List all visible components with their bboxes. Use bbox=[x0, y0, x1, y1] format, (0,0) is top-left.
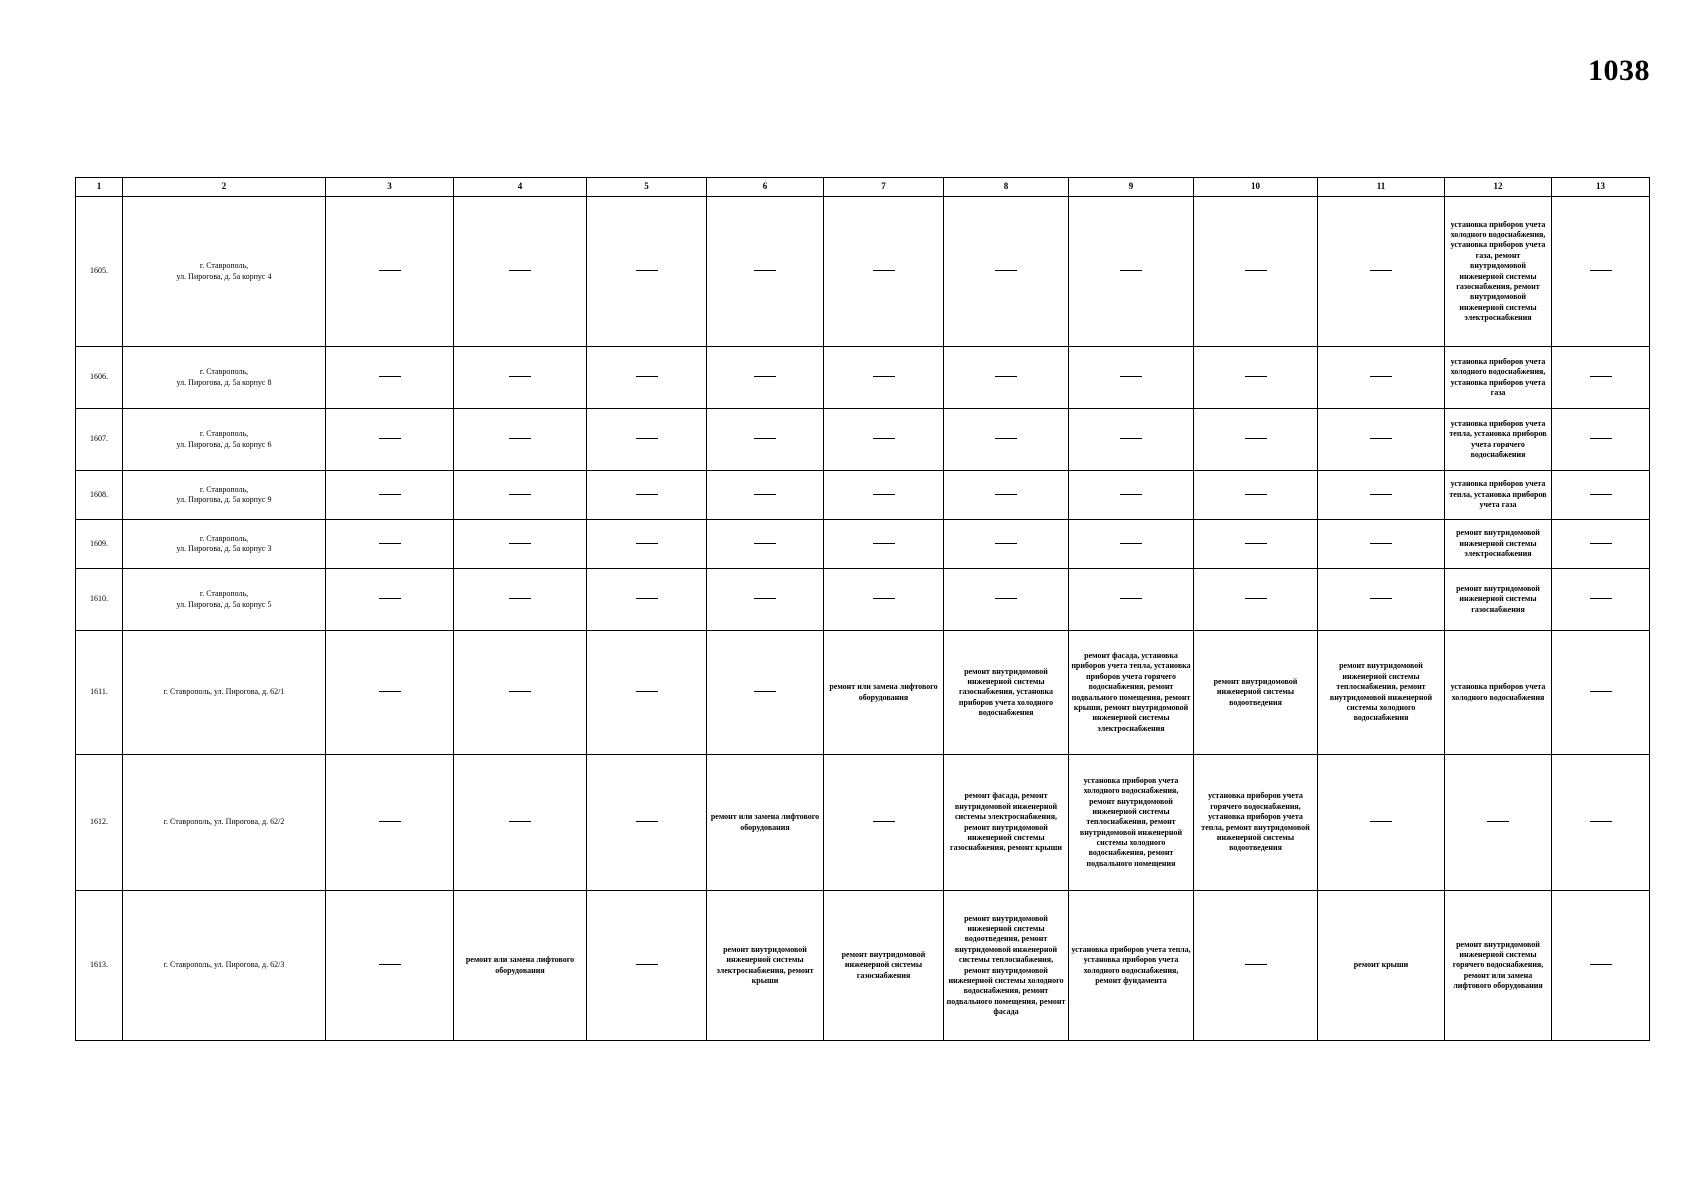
work-type-cell: ремонт или замена лифтового оборудования bbox=[707, 755, 824, 891]
empty-dash-cell bbox=[1069, 409, 1194, 471]
empty-dash-cell bbox=[1552, 569, 1650, 631]
empty-dash-cell bbox=[707, 569, 824, 631]
dash-mark bbox=[995, 438, 1017, 440]
empty-dash-cell bbox=[824, 755, 944, 891]
empty-dash-cell bbox=[944, 197, 1069, 347]
empty-dash-cell bbox=[1552, 471, 1650, 520]
empty-dash-cell bbox=[707, 409, 824, 471]
dash-mark bbox=[1120, 598, 1142, 600]
dash-mark bbox=[754, 270, 776, 272]
empty-dash-cell bbox=[1069, 347, 1194, 409]
table-row bbox=[76, 347, 1650, 409]
empty-dash-cell bbox=[1194, 569, 1318, 631]
dash-mark bbox=[995, 270, 1017, 272]
page-number: 1038 bbox=[1588, 54, 1650, 87]
address-cell: г. Ставрополь, ул. Пирогова, д. 5а корпус 3 bbox=[123, 520, 326, 569]
address-cell: г. Ставрополь, ул. Пирогова, д. 62/2 bbox=[123, 755, 326, 891]
work-type-cell: ремонт или замена лифтового оборудования bbox=[454, 891, 587, 1041]
dash-mark bbox=[379, 543, 401, 545]
dash-mark bbox=[1590, 270, 1612, 272]
dash-mark bbox=[509, 691, 531, 693]
column-header: 6 bbox=[707, 178, 824, 197]
dash-mark bbox=[1120, 376, 1142, 378]
empty-dash-cell bbox=[326, 409, 454, 471]
dash-mark bbox=[379, 494, 401, 496]
empty-dash-cell bbox=[1194, 409, 1318, 471]
dash-mark bbox=[1590, 691, 1612, 693]
empty-dash-cell bbox=[326, 891, 454, 1041]
work-type-cell: установка приборов учета холодного водоснабжения, установка приборов учета газа bbox=[1445, 347, 1552, 409]
dash-mark bbox=[1590, 494, 1612, 496]
empty-dash-cell bbox=[824, 520, 944, 569]
row-number: 1605. bbox=[76, 197, 123, 347]
dash-mark bbox=[509, 438, 531, 440]
dash-mark bbox=[379, 438, 401, 440]
row-number: 1609. bbox=[76, 520, 123, 569]
dash-mark bbox=[1370, 270, 1392, 272]
work-type-cell: ремонт внутридомовой инженерной системы газоснабжения bbox=[1445, 569, 1552, 631]
row-number: 1613. bbox=[76, 891, 123, 1041]
dash-mark bbox=[873, 543, 895, 545]
empty-dash-cell bbox=[1194, 891, 1318, 1041]
column-header: 13 bbox=[1552, 178, 1650, 197]
empty-dash-cell bbox=[707, 197, 824, 347]
dash-mark bbox=[1370, 543, 1392, 545]
header-row bbox=[76, 178, 1650, 197]
dash-mark bbox=[754, 494, 776, 496]
empty-dash-cell bbox=[944, 569, 1069, 631]
column-header: 2 bbox=[123, 178, 326, 197]
empty-dash-cell bbox=[587, 755, 707, 891]
work-type-cell: установка приборов учета тепла, установка приборов учета горячего водоснабжения bbox=[1445, 409, 1552, 471]
empty-dash-cell bbox=[326, 631, 454, 755]
empty-dash-cell bbox=[1318, 755, 1445, 891]
empty-dash-cell bbox=[454, 471, 587, 520]
row-number: 1606. bbox=[76, 347, 123, 409]
work-type-cell: ремонт или замена лифтового оборудования bbox=[824, 631, 944, 755]
dash-mark bbox=[509, 270, 531, 272]
work-type-cell: ремонт фасада, установка приборов учета тепла, установка приборов учета горячего водоснабжения, ремонт подвального помещения, ремонт крыши, ремонт внутридомовой инженерной системы электроснабжения bbox=[1069, 631, 1194, 755]
empty-dash-cell bbox=[454, 755, 587, 891]
table-row bbox=[76, 520, 1650, 569]
dash-mark bbox=[1370, 598, 1392, 600]
work-type-cell: ремонт внутридомовой инженерной системы газоснабжения, установка приборов учета холодного водоснабжения bbox=[944, 631, 1069, 755]
empty-dash-cell bbox=[824, 569, 944, 631]
dash-mark bbox=[754, 543, 776, 545]
empty-dash-cell bbox=[824, 471, 944, 520]
dash-mark bbox=[379, 598, 401, 600]
table-row bbox=[76, 755, 1650, 891]
work-type-cell: ремонт внутридомовой инженерной системы водоотведения bbox=[1194, 631, 1318, 755]
work-type-cell: ремонт внутридомовой инженерной системы газоснабжения bbox=[824, 891, 944, 1041]
table-row bbox=[76, 631, 1650, 755]
dash-mark bbox=[873, 376, 895, 378]
empty-dash-cell bbox=[454, 347, 587, 409]
dash-mark bbox=[636, 821, 658, 823]
dash-mark bbox=[636, 691, 658, 693]
work-type-cell: установка приборов учета холодного водоснабжения bbox=[1445, 631, 1552, 755]
dash-mark bbox=[1245, 543, 1267, 545]
dash-mark bbox=[636, 376, 658, 378]
empty-dash-cell bbox=[944, 409, 1069, 471]
empty-dash-cell bbox=[326, 471, 454, 520]
empty-dash-cell bbox=[1069, 520, 1194, 569]
dash-mark bbox=[873, 270, 895, 272]
column-header: 5 bbox=[587, 178, 707, 197]
empty-dash-cell bbox=[587, 471, 707, 520]
work-type-cell: установка приборов учета горячего водоснабжения, установка приборов учета тепла, ремонт внутридомовой инженерной системы водоотведения bbox=[1194, 755, 1318, 891]
empty-dash-cell bbox=[587, 409, 707, 471]
dash-mark bbox=[1120, 543, 1142, 545]
table-row bbox=[76, 569, 1650, 631]
row-number: 1608. bbox=[76, 471, 123, 520]
address-cell: г. Ставрополь, ул. Пирогова, д. 5а корпус 5 bbox=[123, 569, 326, 631]
empty-dash-cell bbox=[1318, 197, 1445, 347]
dash-mark bbox=[1487, 821, 1509, 823]
column-header: 9 bbox=[1069, 178, 1194, 197]
empty-dash-cell bbox=[1194, 347, 1318, 409]
work-type-cell: ремонт внутридомовой инженерной системы электроснабжения bbox=[1445, 520, 1552, 569]
work-type-cell: установка приборов учета холодного водоснабжения, установка приборов учета газа, ремонт внутридомовой инженерной системы газоснабжения, ремонт внутридомовой инженерной системы электроснабжения bbox=[1445, 197, 1552, 347]
dash-mark bbox=[995, 376, 1017, 378]
table-row bbox=[76, 409, 1650, 471]
dash-mark bbox=[636, 964, 658, 966]
empty-dash-cell bbox=[1069, 471, 1194, 520]
dash-mark bbox=[1370, 821, 1392, 823]
empty-dash-cell bbox=[1069, 197, 1194, 347]
dash-mark bbox=[379, 270, 401, 272]
column-header: 7 bbox=[824, 178, 944, 197]
work-type-cell: ремонт внутридомовой инженерной системы электроснабжения, ремонт крыши bbox=[707, 891, 824, 1041]
empty-dash-cell bbox=[454, 631, 587, 755]
column-header: 11 bbox=[1318, 178, 1445, 197]
column-header: 4 bbox=[454, 178, 587, 197]
empty-dash-cell bbox=[1194, 471, 1318, 520]
dash-mark bbox=[1245, 438, 1267, 440]
empty-dash-cell bbox=[1069, 569, 1194, 631]
dash-mark bbox=[509, 376, 531, 378]
work-type-cell: установка приборов учета тепла, установка приборов учета газа bbox=[1445, 471, 1552, 520]
dash-mark bbox=[509, 494, 531, 496]
address-cell: г. Ставрополь, ул. Пирогова, д. 5а корпус 9 bbox=[123, 471, 326, 520]
table-row bbox=[76, 471, 1650, 520]
dash-mark bbox=[1120, 270, 1142, 272]
dash-mark bbox=[636, 438, 658, 440]
empty-dash-cell bbox=[1318, 409, 1445, 471]
work-type-cell: ремонт внутридомовой инженерной системы теплоснабжения, ремонт внутридомовой инженерной системы холодного водоснабжения bbox=[1318, 631, 1445, 755]
empty-dash-cell bbox=[1318, 520, 1445, 569]
row-number: 1607. bbox=[76, 409, 123, 471]
dash-mark bbox=[1590, 821, 1612, 823]
empty-dash-cell bbox=[326, 197, 454, 347]
empty-dash-cell bbox=[944, 471, 1069, 520]
empty-dash-cell bbox=[1318, 569, 1445, 631]
work-type-cell: ремонт внутридомовой инженерной системы водоотведения, ремонт внутридомовой инженерной системы теплоснабжения, ремонт внутридомовой инженерной системы холодного водоснабжения, ремонт подвального помещения, ремонт фасада bbox=[944, 891, 1069, 1041]
row-number: 1611. bbox=[76, 631, 123, 755]
dash-mark bbox=[995, 494, 1017, 496]
dash-mark bbox=[754, 691, 776, 693]
dash-mark bbox=[1245, 270, 1267, 272]
empty-dash-cell bbox=[454, 520, 587, 569]
empty-dash-cell bbox=[1194, 520, 1318, 569]
dash-mark bbox=[1590, 438, 1612, 440]
empty-dash-cell bbox=[326, 347, 454, 409]
row-number: 1612. bbox=[76, 755, 123, 891]
empty-dash-cell bbox=[454, 569, 587, 631]
dash-mark bbox=[636, 543, 658, 545]
dash-mark bbox=[379, 376, 401, 378]
dash-mark bbox=[873, 821, 895, 823]
dash-mark bbox=[379, 691, 401, 693]
empty-dash-cell bbox=[587, 891, 707, 1041]
empty-dash-cell bbox=[587, 347, 707, 409]
empty-dash-cell bbox=[1552, 631, 1650, 755]
empty-dash-cell bbox=[824, 409, 944, 471]
dash-mark bbox=[636, 494, 658, 496]
dash-mark bbox=[1370, 376, 1392, 378]
dash-mark bbox=[1120, 438, 1142, 440]
empty-dash-cell bbox=[326, 520, 454, 569]
column-header: 1 bbox=[76, 178, 123, 197]
dash-mark bbox=[1590, 964, 1612, 966]
empty-dash-cell bbox=[707, 347, 824, 409]
empty-dash-cell bbox=[944, 520, 1069, 569]
repair-table bbox=[75, 177, 1650, 1041]
work-type-cell: ремонт внутридомовой инженерной системы горячего водоснабжения, ремонт или замена лифтового оборудования bbox=[1445, 891, 1552, 1041]
address-cell: г. Ставрополь, ул. Пирогова, д. 5а корпус 4 bbox=[123, 197, 326, 347]
dash-mark bbox=[995, 543, 1017, 545]
dash-mark bbox=[636, 598, 658, 600]
table-body bbox=[76, 197, 1650, 1041]
dash-mark bbox=[873, 598, 895, 600]
empty-dash-cell bbox=[1552, 347, 1650, 409]
dash-mark bbox=[1590, 598, 1612, 600]
empty-dash-cell bbox=[1318, 471, 1445, 520]
table-row bbox=[76, 891, 1650, 1041]
empty-dash-cell bbox=[1194, 197, 1318, 347]
empty-dash-cell bbox=[587, 520, 707, 569]
dash-mark bbox=[873, 438, 895, 440]
dash-mark bbox=[754, 598, 776, 600]
column-header: 12 bbox=[1445, 178, 1552, 197]
dash-mark bbox=[379, 821, 401, 823]
empty-dash-cell bbox=[454, 409, 587, 471]
dash-mark bbox=[1370, 494, 1392, 496]
dash-mark bbox=[509, 598, 531, 600]
dash-mark bbox=[1245, 494, 1267, 496]
empty-dash-cell bbox=[944, 347, 1069, 409]
column-header: 10 bbox=[1194, 178, 1318, 197]
work-type-cell: ремонт фасада, ремонт внутридомовой инженерной системы электроснабжения, ремонт внутридомовой инженерной системы газоснабжения, ремонт крыши bbox=[944, 755, 1069, 891]
dash-mark bbox=[509, 543, 531, 545]
empty-dash-cell bbox=[1552, 755, 1650, 891]
empty-dash-cell bbox=[707, 631, 824, 755]
empty-dash-cell bbox=[587, 569, 707, 631]
dash-mark bbox=[509, 821, 531, 823]
work-type-cell: ремонт крыши bbox=[1318, 891, 1445, 1041]
address-cell: г. Ставрополь, ул. Пирогова, д. 62/3 bbox=[123, 891, 326, 1041]
dash-mark bbox=[379, 964, 401, 966]
empty-dash-cell bbox=[326, 755, 454, 891]
table-row bbox=[76, 197, 1650, 347]
dash-mark bbox=[754, 376, 776, 378]
empty-dash-cell bbox=[824, 197, 944, 347]
dash-mark bbox=[1245, 964, 1267, 966]
address-cell: г. Ставрополь, ул. Пирогова, д. 5а корпус 8 bbox=[123, 347, 326, 409]
dash-mark bbox=[1590, 543, 1612, 545]
column-header: 3 bbox=[326, 178, 454, 197]
address-cell: г. Ставрополь, ул. Пирогова, д. 62/1 bbox=[123, 631, 326, 755]
empty-dash-cell bbox=[326, 569, 454, 631]
work-type-cell: установка приборов учета тепла, установка приборов учета холодного водоснабжения, ремонт фундамента bbox=[1069, 891, 1194, 1041]
empty-dash-cell bbox=[824, 347, 944, 409]
column-header: 8 bbox=[944, 178, 1069, 197]
row-number: 1610. bbox=[76, 569, 123, 631]
empty-dash-cell bbox=[707, 471, 824, 520]
dash-mark bbox=[1370, 438, 1392, 440]
dash-mark bbox=[1120, 494, 1142, 496]
dash-mark bbox=[995, 598, 1017, 600]
empty-dash-cell bbox=[707, 520, 824, 569]
empty-dash-cell bbox=[1445, 755, 1552, 891]
empty-dash-cell bbox=[1552, 197, 1650, 347]
empty-dash-cell bbox=[1552, 891, 1650, 1041]
empty-dash-cell bbox=[1552, 520, 1650, 569]
dash-mark bbox=[1590, 376, 1612, 378]
work-type-cell: установка приборов учета холодного водоснабжения, ремонт внутридомовой инженерной системы теплоснабжения, ремонт внутридомовой инженерной системы холодного водоснабжения, ремонт подвального помещения bbox=[1069, 755, 1194, 891]
dash-mark bbox=[1245, 376, 1267, 378]
dash-mark bbox=[1245, 598, 1267, 600]
empty-dash-cell bbox=[587, 631, 707, 755]
empty-dash-cell bbox=[587, 197, 707, 347]
dash-mark bbox=[636, 270, 658, 272]
empty-dash-cell bbox=[1318, 347, 1445, 409]
empty-dash-cell bbox=[1552, 409, 1650, 471]
dash-mark bbox=[873, 494, 895, 496]
dash-mark bbox=[754, 438, 776, 440]
empty-dash-cell bbox=[454, 197, 587, 347]
address-cell: г. Ставрополь, ул. Пирогова, д. 5а корпус 6 bbox=[123, 409, 326, 471]
